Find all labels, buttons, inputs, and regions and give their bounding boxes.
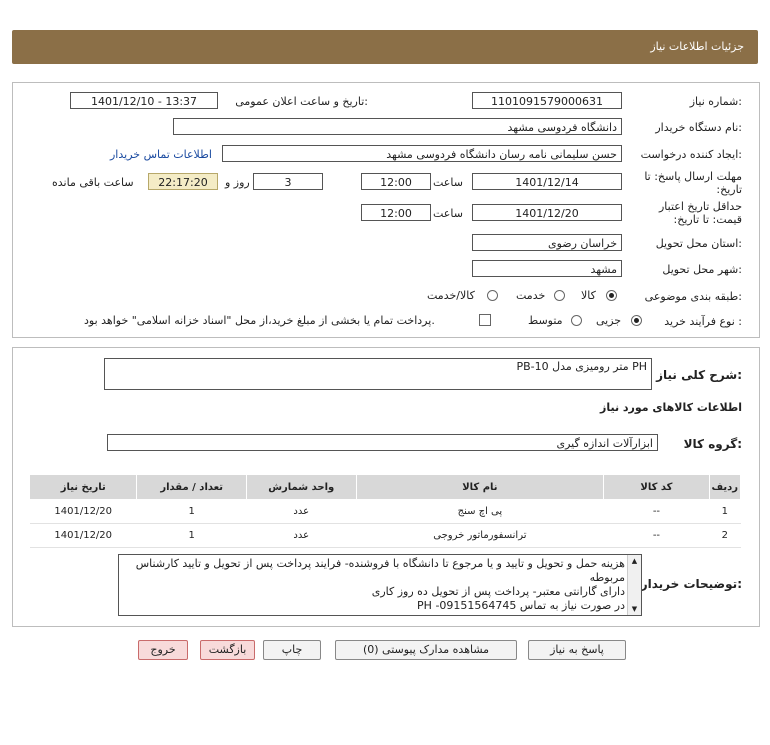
- requester-label: ایجاد کننده درخواست:: [640, 148, 742, 161]
- page-header: [12, 30, 758, 64]
- reply-time-field: 12:00: [361, 173, 431, 190]
- announce-datetime-label: تاریخ و ساعت اعلان عمومی:: [235, 95, 368, 108]
- category-goods-service-label: کالا/خدمت: [427, 289, 475, 302]
- treasury-payment-note: پرداخت تمام یا بخشی از مبلغ خرید،از محل "اسناد خزانه اسلامی" خواهد بود.: [84, 314, 435, 327]
- col-row-header: ردیف: [709, 475, 740, 500]
- goods-name: ترانسفورماتور خروجی: [356, 524, 604, 548]
- table-row: [30, 500, 741, 524]
- process-medium-label: متوسط: [528, 314, 563, 327]
- goods-unit: عدد: [246, 500, 356, 524]
- view-attachments-button[interactable]: مشاهده مدارک پیوستی (0): [335, 640, 517, 660]
- scroll-up-icon[interactable]: ▲: [631, 557, 638, 565]
- col-name-header: نام کالا: [356, 475, 604, 500]
- buyer-notes-box[interactable]: [118, 554, 642, 616]
- buyer-notes-label: توضیحات خریدار:: [640, 577, 742, 591]
- process-minor-label: جزیی: [596, 314, 622, 327]
- goods-qty: 1: [137, 500, 247, 524]
- days-label: روز و: [225, 176, 250, 189]
- province-label: استان محل تحویل:: [655, 237, 742, 250]
- category-service-label: خدمت: [516, 289, 546, 302]
- goods-table-header: [30, 475, 741, 500]
- reply-date-field: 1401/12/14: [472, 173, 622, 190]
- requester-field: حسن سلیمانی نامه رسان دانشگاه فردوسی مشهد: [222, 145, 622, 162]
- notes-scrollbar[interactable]: [627, 555, 641, 615]
- reply-to-need-button[interactable]: پاسخ به نیاز: [528, 640, 626, 660]
- remaining-time-field: 22:17:20: [148, 173, 218, 190]
- goods-date: 1401/12/20: [30, 524, 137, 548]
- goods-code: --: [604, 500, 709, 524]
- remaining-time-label: ساعت باقی مانده: [52, 176, 134, 189]
- need-summary-field: PH متر رومیزی مدل PB-10: [104, 358, 652, 390]
- goods-qty: 1: [137, 524, 247, 548]
- goods-code: --: [604, 524, 709, 548]
- table-row: [30, 524, 741, 548]
- buyer-note-line: در صورت نیاز به تماس 09151564745- PH: [417, 599, 625, 612]
- price-validity-label: حداقل تاریخ اعتبار قیمت: تا تاریخ:: [658, 200, 742, 226]
- goods-group-field: ابزارآلات اندازه گیری: [107, 434, 658, 451]
- goods-group-label: گروه کالا:: [683, 437, 742, 451]
- city-label: شهر محل تحویل:: [662, 263, 742, 276]
- province-field: خراسان رضوی: [472, 234, 622, 251]
- validity-time-field: 12:00: [361, 204, 431, 221]
- back-button[interactable]: بازگشت: [200, 640, 255, 660]
- remaining-days-field: 3: [253, 173, 323, 190]
- col-unit-header: واحد شمارش: [246, 475, 356, 500]
- announce-datetime-field: 1401/12/10 - 13:37: [70, 92, 218, 109]
- buyer-contact-link[interactable]: اطلاعات تماس خریدار: [110, 148, 212, 161]
- reply-deadline-label: مهلت ارسال پاسخ: تا تاریخ:: [644, 170, 742, 196]
- goods-info-title: اطلاعات کالاهای مورد نیاز: [600, 401, 742, 414]
- goods-unit: عدد: [246, 524, 356, 548]
- col-qty-header: تعداد / مقدار: [137, 475, 247, 500]
- page-title: جزئیات اطلاعات نیاز: [650, 40, 744, 53]
- need-number-label: شماره نیاز:: [689, 95, 742, 108]
- buyer-org-label: نام دستگاه خریدار:: [655, 121, 742, 134]
- goods-name: پی اچ سنج: [356, 500, 604, 524]
- category-label: طبقه بندی موضوعی:: [644, 290, 742, 303]
- buyer-note-line: هزینه حمل و تحویل و تایید و یا مرجوع تا دانشگاه با فروشنده- فرایند پرداخت پس از تحویل و تایید کارشناس مربوطه: [135, 557, 625, 584]
- col-code-header: کد کالا: [604, 475, 709, 500]
- col-date-header: تاریخ نیاز: [30, 475, 137, 500]
- scroll-down-icon[interactable]: ▼: [631, 605, 638, 613]
- buyer-notes-text: [119, 557, 629, 613]
- treasury-payment-checkbox[interactable]: [479, 314, 491, 326]
- exit-button[interactable]: خروج: [138, 640, 188, 660]
- row-number: 2: [709, 524, 740, 548]
- process-type-label: نوع فرآیند خرید :: [664, 315, 742, 328]
- buyer-org-field: دانشگاه فردوسی مشهد: [173, 118, 622, 135]
- need-summary-label: شرح کلی نیاز:: [656, 368, 742, 382]
- process-medium-radio[interactable]: [571, 315, 582, 326]
- category-service-radio[interactable]: [554, 290, 565, 301]
- buyer-note-line: دارای گارانتی معتبر- پرداخت پس از تحویل ده روز کاری: [371, 585, 625, 598]
- validity-time-label: ساعت: [433, 207, 463, 220]
- row-number: 1: [709, 500, 740, 524]
- city-field: مشهد: [472, 260, 622, 277]
- category-goods-label: کالا: [581, 289, 596, 302]
- category-goods-service-radio[interactable]: [487, 290, 498, 301]
- goods-table: [29, 474, 741, 548]
- category-goods-radio[interactable]: [606, 290, 617, 301]
- validity-date-field: 1401/12/20: [472, 204, 622, 221]
- need-number-field: 1101091579000631: [472, 92, 622, 109]
- process-minor-radio[interactable]: [631, 315, 642, 326]
- goods-date: 1401/12/20: [30, 500, 137, 524]
- print-button[interactable]: چاپ: [263, 640, 321, 660]
- reply-time-label: ساعت: [433, 176, 463, 189]
